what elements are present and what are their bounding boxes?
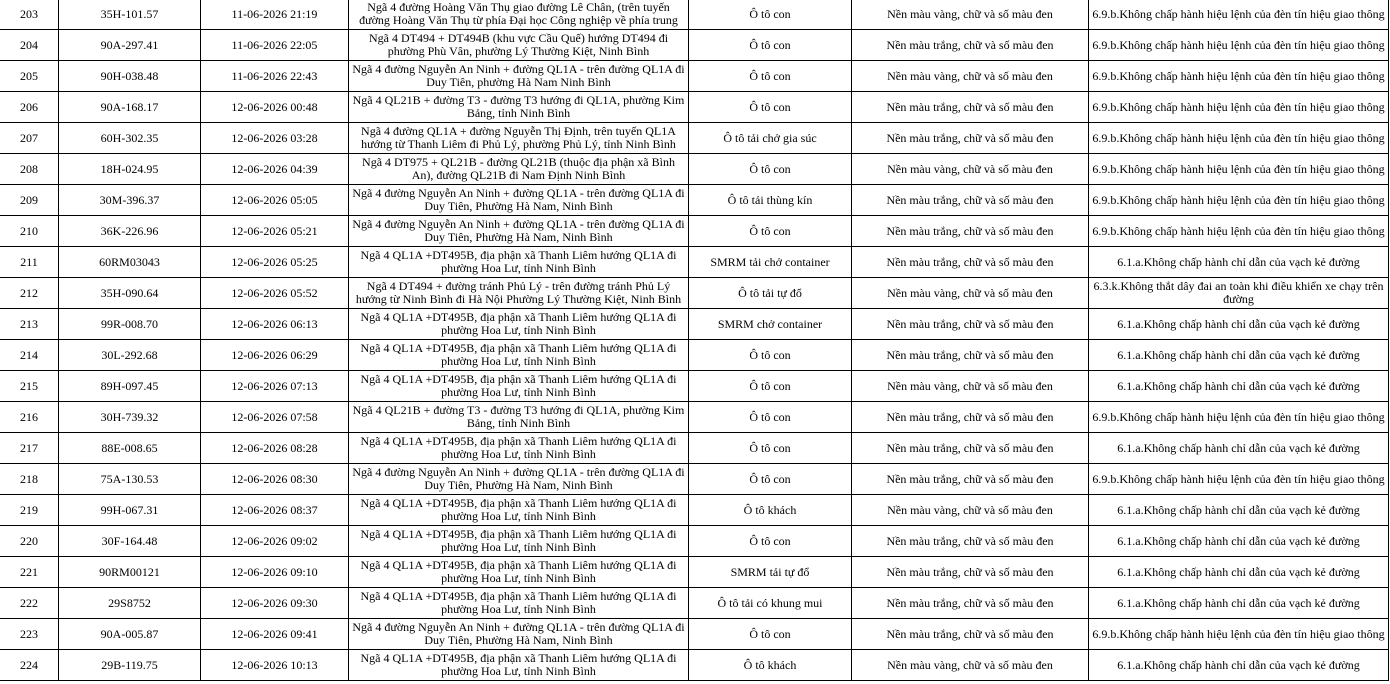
license-plate: 99H-067.31 (59, 495, 201, 526)
row-number: 222 (0, 588, 59, 619)
violation-description: 6.1.a.Không chấp hành chỉ dẫn của vạch kẻ đường (1089, 650, 1389, 681)
row-number: 203 (0, 0, 59, 30)
vehicle-type: Ô tô con (689, 402, 852, 433)
row-number: 206 (0, 92, 59, 123)
vehicle-type: Ô tô con (689, 340, 852, 371)
license-plate: 35H-090.64 (59, 278, 201, 309)
violation-description: 6.3.k.Không thắt dây đai an toàn khi điều khiển xe chạy trên đường (1089, 278, 1389, 309)
license-plate: 89H-097.45 (59, 371, 201, 402)
table-row (0, 278, 1389, 309)
license-plate: 88E-008.65 (59, 433, 201, 464)
plate-color: Nền màu trắng, chữ và số màu đen (852, 588, 1089, 619)
license-plate: 99R-008.70 (59, 309, 201, 340)
table-row (0, 247, 1389, 278)
license-plate: 90A-297.41 (59, 30, 201, 61)
violation-time: 12-06-2026 05:52 (201, 278, 349, 309)
table-row (0, 0, 1389, 30)
license-plate: 30M-396.37 (59, 185, 201, 216)
plate-color: Nền màu trắng, chữ và số màu đen (852, 30, 1089, 61)
table-row (0, 185, 1389, 216)
license-plate: 29S8752 (59, 588, 201, 619)
row-number: 214 (0, 340, 59, 371)
plate-color: Nền màu trắng, chữ và số màu đen (852, 216, 1089, 247)
table-row (0, 61, 1389, 92)
violation-description: 6.9.b.Không chấp hành hiệu lệnh của đèn tín hiệu giao thông (1089, 61, 1389, 92)
vehicle-type: Ô tô con (689, 216, 852, 247)
vehicle-type: Ô tô khách (689, 650, 852, 681)
vehicle-type: Ô tô tải chở gia súc (689, 123, 852, 154)
violation-location: Ngã 4 DT494 + DT494B (khu vực Cầu Quế) hướng DT494 đi phường Phù Vân, phường Lý Thường Kiệt, Ninh Bình (349, 30, 689, 61)
plate-color: Nền màu trắng, chữ và số màu đen (852, 464, 1089, 495)
row-number: 213 (0, 309, 59, 340)
table-row (0, 30, 1389, 61)
plate-color: Nền màu trắng, chữ và số màu đen (852, 185, 1089, 216)
violation-location: Ngã 4 QL1A +DT495B, địa phận xã Thanh Liêm hướng QL1A đi phường Hoa Lư, tỉnh Ninh Bình (349, 526, 689, 557)
violation-description: 6.9.b.Không chấp hành hiệu lệnh của đèn tín hiệu giao thông (1089, 92, 1389, 123)
vehicle-type: SMRM chở container (689, 309, 852, 340)
violation-description: 6.9.b.Không chấp hành hiệu lệnh của đèn tín hiệu giao thông (1089, 402, 1389, 433)
table-row (0, 464, 1389, 495)
violation-description: 6.1.a.Không chấp hành chỉ dẫn của vạch kẻ đường (1089, 247, 1389, 278)
violation-location: Ngã 4 đường QL1A + đường Nguyễn Thị Định, trên tuyến QL1A hướng từ Thanh Liêm đi Phủ Lý, phường Phủ Lý, tỉnh Ninh Bình (349, 123, 689, 154)
violation-location: Ngã 4 QL1A +DT495B, địa phận xã Thanh Liêm hướng QL1A đi phường Hoa Lư, tỉnh Ninh Bình (349, 247, 689, 278)
violation-time: 12-06-2026 07:58 (201, 402, 349, 433)
table-row (0, 92, 1389, 123)
plate-color: Nền màu trắng, chữ và số màu đen (852, 123, 1089, 154)
row-number: 209 (0, 185, 59, 216)
violation-location: Ngã 4 QL1A +DT495B, địa phận xã Thanh Liêm hướng QL1A đi phường Hoa Lư, tỉnh Ninh Bình (349, 588, 689, 619)
vehicle-type: Ô tô con (689, 30, 852, 61)
row-number: 212 (0, 278, 59, 309)
violation-location: Ngã 4 QL1A +DT495B, địa phận xã Thanh Liêm hướng QL1A đi phường Hoa Lư, tỉnh Ninh Bình (349, 650, 689, 681)
row-number: 215 (0, 371, 59, 402)
plate-color: Nền màu trắng, chữ và số màu đen (852, 309, 1089, 340)
vehicle-type: Ô tô khách (689, 495, 852, 526)
violation-description: 6.9.b.Không chấp hành hiệu lệnh của đèn tín hiệu giao thông (1089, 123, 1389, 154)
table-row (0, 371, 1389, 402)
table-row (0, 340, 1389, 371)
row-number: 223 (0, 619, 59, 650)
violation-time: 12-06-2026 09:10 (201, 557, 349, 588)
plate-color: Nền màu trắng, chữ và số màu đen (852, 340, 1089, 371)
plate-color: Nền màu trắng, chữ và số màu đen (852, 402, 1089, 433)
row-number: 207 (0, 123, 59, 154)
violation-description: 6.9.b.Không chấp hành hiệu lệnh của đèn tín hiệu giao thông (1089, 464, 1389, 495)
license-plate: 18H-024.95 (59, 154, 201, 185)
violation-time: 12-06-2026 08:37 (201, 495, 349, 526)
row-number: 217 (0, 433, 59, 464)
vehicle-type: Ô tô con (689, 526, 852, 557)
violation-time: 12-06-2026 09:30 (201, 588, 349, 619)
violation-location: Ngã 4 đường Hoàng Văn Thụ giao đường Lê Chân, (trên tuyến đường Hoàng Văn Thụ từ phía Đại học Công nghiệp về phía trung (349, 0, 689, 30)
row-number: 218 (0, 464, 59, 495)
violation-time: 12-06-2026 06:13 (201, 309, 349, 340)
license-plate: 90A-005.87 (59, 619, 201, 650)
license-plate: 60H-302.35 (59, 123, 201, 154)
violation-location: Ngã 4 QL1A +DT495B, địa phận xã Thanh Liêm hướng QL1A đi phường Hoa Lư, tỉnh Ninh Bình (349, 557, 689, 588)
violation-time: 12-06-2026 07:13 (201, 371, 349, 402)
table-row (0, 650, 1389, 681)
violation-location: Ngã 4 QL21B + đường T3 - đường T3 hướng đi QL1A, phường Kim Bảng, tỉnh Ninh Bình (349, 402, 689, 433)
violation-location: Ngã 4 QL1A +DT495B, địa phận xã Thanh Liêm hướng QL1A đi phường Hoa Lư, tỉnh Ninh Bình (349, 309, 689, 340)
row-number: 211 (0, 247, 59, 278)
violation-description: 6.1.a.Không chấp hành chỉ dẫn của vạch kẻ đường (1089, 309, 1389, 340)
table-row (0, 216, 1389, 247)
violation-time: 12-06-2026 05:05 (201, 185, 349, 216)
table-row (0, 557, 1389, 588)
violation-description: 6.9.b.Không chấp hành hiệu lệnh của đèn tín hiệu giao thông (1089, 30, 1389, 61)
license-plate: 35H-101.57 (59, 0, 201, 30)
vehicle-type: Ô tô con (689, 464, 852, 495)
violation-location: Ngã 4 QL1A +DT495B, địa phận xã Thanh Liêm hướng QL1A đi phường Hoa Lư, tỉnh Ninh Bình (349, 371, 689, 402)
license-plate: 29B-119.75 (59, 650, 201, 681)
table-row (0, 123, 1389, 154)
violation-time: 11-06-2026 21:19 (201, 0, 349, 30)
violation-location: Ngã 4 đường Nguyễn An Ninh + đường QL1A - trên đường QL1A đi Duy Tiên, Phường Hà Nam, Ninh Bình (349, 619, 689, 650)
vehicle-type: SMRM tải chở container (689, 247, 852, 278)
plate-color: Nền màu vàng, chữ và số màu đen (852, 495, 1089, 526)
violation-location: Ngã 4 DT975 + QL21B - đường QL21B (thuộc địa phận xã Bình An), đường QL21B đi Nam Định Ninh Bình (349, 154, 689, 185)
plate-color: Nền màu trắng, chữ và số màu đen (852, 619, 1089, 650)
vehicle-type: SMRM tải tự đổ (689, 557, 852, 588)
vehicle-type: Ô tô con (689, 92, 852, 123)
table-row (0, 526, 1389, 557)
vehicle-type: Ô tô con (689, 371, 852, 402)
plate-color: Nền màu trắng, chữ và số màu đen (852, 247, 1089, 278)
license-plate: 36K-226.96 (59, 216, 201, 247)
plate-color: Nền màu vàng, chữ và số màu đen (852, 61, 1089, 92)
violation-description: 6.1.a.Không chấp hành chỉ dẫn của vạch kẻ đường (1089, 495, 1389, 526)
violation-location: Ngã 4 đường Nguyễn An Ninh + đường QL1A - trên đường QL1A đi Duy Tiên, Phường Hà Nam, Ninh Bình (349, 464, 689, 495)
violation-time: 11-06-2026 22:43 (201, 61, 349, 92)
violation-time: 11-06-2026 22:05 (201, 30, 349, 61)
license-plate: 30F-164.48 (59, 526, 201, 557)
violation-description: 6.1.a.Không chấp hành chỉ dẫn của vạch kẻ đường (1089, 371, 1389, 402)
violation-time: 12-06-2026 08:28 (201, 433, 349, 464)
table-row (0, 309, 1389, 340)
violation-time: 12-06-2026 08:30 (201, 464, 349, 495)
violation-description: 6.1.a.Không chấp hành chỉ dẫn của vạch kẻ đường (1089, 557, 1389, 588)
violation-location: Ngã 4 đường Nguyễn An Ninh + đường QL1A - trên đường QL1A đi Duy Tiên, Phường Hà Nam, Ninh Bình (349, 185, 689, 216)
plate-color: Nền màu vàng, chữ và số màu đen (852, 650, 1089, 681)
violation-description: 6.9.b.Không chấp hành hiệu lệnh của đèn tín hiệu giao thông (1089, 619, 1389, 650)
violation-time: 12-06-2026 09:02 (201, 526, 349, 557)
row-number: 224 (0, 650, 59, 681)
violation-description: 6.1.a.Không chấp hành chỉ dẫn của vạch kẻ đường (1089, 340, 1389, 371)
table-row (0, 433, 1389, 464)
violation-time: 12-06-2026 10:13 (201, 650, 349, 681)
plate-color: Nền màu vàng, chữ và số màu đen (852, 0, 1089, 30)
violation-description: 6.9.b.Không chấp hành hiệu lệnh của đèn tín hiệu giao thông (1089, 216, 1389, 247)
violation-location: Ngã 4 QL1A +DT495B, địa phận xã Thanh Liêm hướng QL1A đi phường Hoa Lư, tỉnh Ninh Bình (349, 495, 689, 526)
row-number: 220 (0, 526, 59, 557)
row-number: 208 (0, 154, 59, 185)
row-number: 221 (0, 557, 59, 588)
violation-time: 12-06-2026 03:28 (201, 123, 349, 154)
vehicle-type: Ô tô con (689, 0, 852, 30)
violation-time: 12-06-2026 05:21 (201, 216, 349, 247)
violation-description: 6.9.b.Không chấp hành hiệu lệnh của đèn tín hiệu giao thông (1089, 0, 1389, 30)
violation-description: 6.9.b.Không chấp hành hiệu lệnh của đèn tín hiệu giao thông (1089, 154, 1389, 185)
violation-location: Ngã 4 đường Nguyễn An Ninh + đường QL1A - trên đường QL1A đi Duy Tiên, Phường Hà Nam, Ninh Bình (349, 216, 689, 247)
violation-description: 6.1.a.Không chấp hành chỉ dẫn của vạch kẻ đường (1089, 526, 1389, 557)
license-plate: 60RM03043 (59, 247, 201, 278)
license-plate: 90A-168.17 (59, 92, 201, 123)
violation-location: Ngã 4 QL1A +DT495B, địa phận xã Thanh Liêm hướng QL1A đi phường Hoa Lư, tỉnh Ninh Bình (349, 340, 689, 371)
table-row (0, 154, 1389, 185)
violation-description: 6.1.a.Không chấp hành chỉ dẫn của vạch kẻ đường (1089, 588, 1389, 619)
violation-description: 6.1.a.Không chấp hành chỉ dẫn của vạch kẻ đường (1089, 433, 1389, 464)
table-row (0, 588, 1389, 619)
vehicle-type: Ô tô tải tự đổ (689, 278, 852, 309)
plate-color: Nền màu trắng, chữ và số màu đen (852, 92, 1089, 123)
vehicle-type: Ô tô tải có khung mui (689, 588, 852, 619)
plate-color: Nền màu vàng, chữ và số màu đen (852, 371, 1089, 402)
license-plate: 30L-292.68 (59, 340, 201, 371)
violation-time: 12-06-2026 09:41 (201, 619, 349, 650)
plate-color: Nền màu trắng, chữ và số màu đen (852, 526, 1089, 557)
license-plate: 30H-739.32 (59, 402, 201, 433)
license-plate: 75A-130.53 (59, 464, 201, 495)
license-plate: 90RM00121 (59, 557, 201, 588)
vehicle-type: Ô tô con (689, 433, 852, 464)
table-row (0, 495, 1389, 526)
row-number: 210 (0, 216, 59, 247)
vehicle-type: Ô tô con (689, 154, 852, 185)
violation-time: 12-06-2026 06:29 (201, 340, 349, 371)
violation-description: 6.9.b.Không chấp hành hiệu lệnh của đèn tín hiệu giao thông (1089, 185, 1389, 216)
row-number: 204 (0, 30, 59, 61)
violation-time: 12-06-2026 00:48 (201, 92, 349, 123)
row-number: 219 (0, 495, 59, 526)
plate-color: Nền màu vàng, chữ và số màu đen (852, 154, 1089, 185)
plate-color: Nền màu vàng, chữ và số màu đen (852, 278, 1089, 309)
row-number: 216 (0, 402, 59, 433)
violation-time: 12-06-2026 04:39 (201, 154, 349, 185)
plate-color: Nền màu trắng, chữ và số màu đen (852, 433, 1089, 464)
violation-location: Ngã 4 QL1A +DT495B, địa phận xã Thanh Liêm hướng QL1A đi phường Hoa Lư, tỉnh Ninh Bình (349, 433, 689, 464)
table-row (0, 402, 1389, 433)
violation-location: Ngã 4 đường Nguyễn An Ninh + đường QL1A - trên đường QL1A đi Duy Tiên, phường Hà Nam Ninh Bình (349, 61, 689, 92)
license-plate: 90H-038.48 (59, 61, 201, 92)
table-row (0, 619, 1389, 650)
violation-time: 12-06-2026 05:25 (201, 247, 349, 278)
plate-color: Nền màu trắng, chữ và số màu đen (852, 557, 1089, 588)
vehicle-type: Ô tô con (689, 61, 852, 92)
violation-location: Ngã 4 DT494 + đường tránh Phủ Lý - trên đường tránh Phủ Lý hướng từ Ninh Bình đi Hà Nội Phường Lý Thường Kiệt, Ninh Bình (349, 278, 689, 309)
vehicle-type: Ô tô con (689, 619, 852, 650)
violation-location: Ngã 4 QL21B + đường T3 - đường T3 hướng đi QL1A, phường Kim Bảng, tỉnh Ninh Bình (349, 92, 689, 123)
row-number: 205 (0, 61, 59, 92)
vehicle-type: Ô tô tải thùng kín (689, 185, 852, 216)
